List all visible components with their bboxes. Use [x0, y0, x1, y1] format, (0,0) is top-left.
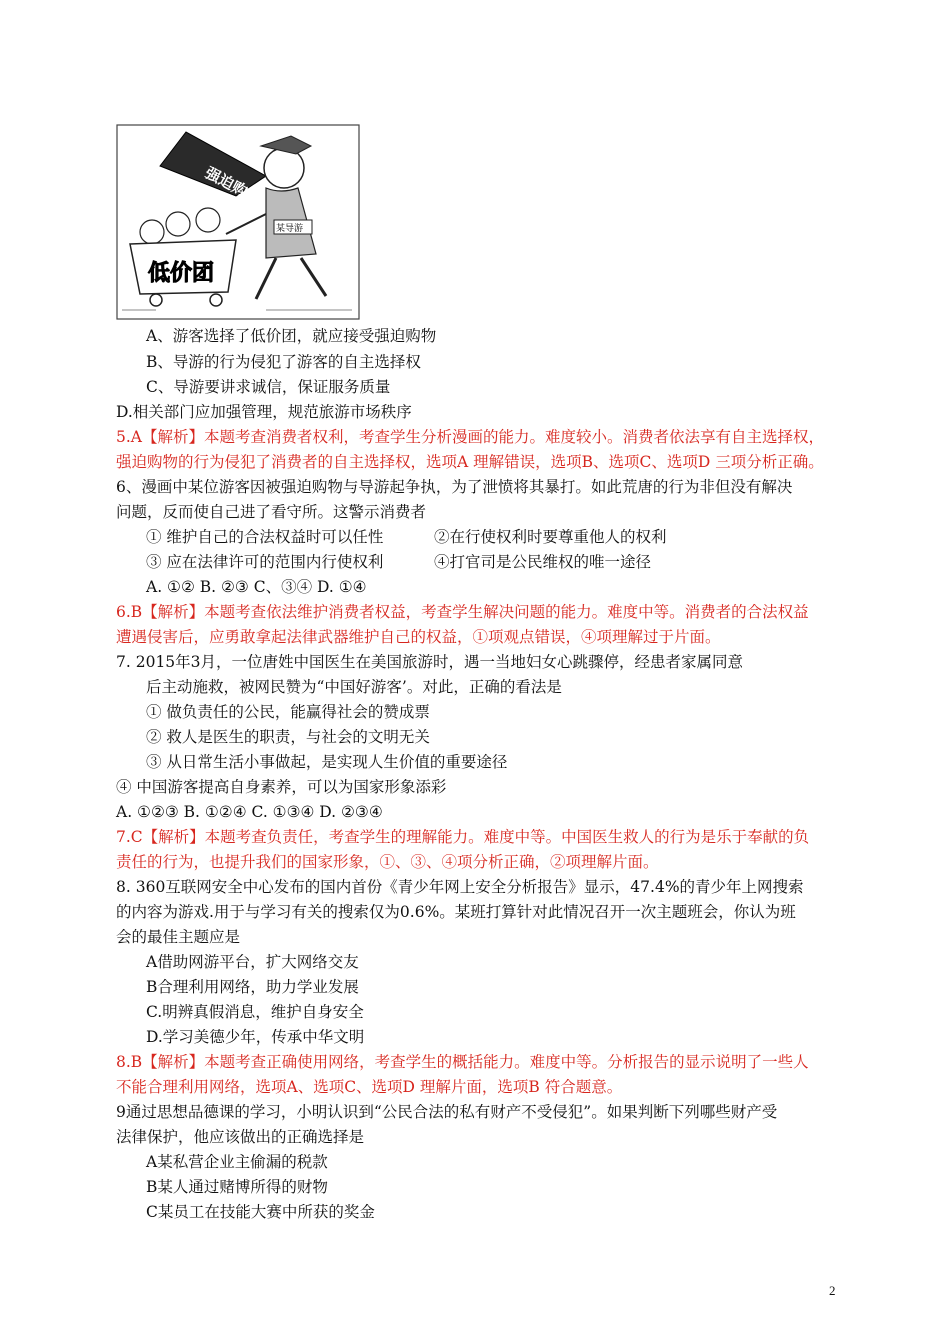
- q9-stem-line-1: 9通过思想品德课的学习，小明认识到“公民合法的私有财产不受侵犯”。如果判断下列哪些财产受: [116, 1103, 778, 1121]
- q9-option-a: A某私营企业主偷漏的税款: [146, 1153, 328, 1171]
- q6-stem-line-1: 6、漫画中某位游客因被强迫购物与导游起争执，为了泄愤将其暴打。如此荒唐的行为非但没有解决: [116, 478, 793, 496]
- cart-label: 低价团: [148, 260, 215, 286]
- q9-stem-line-2: 法律保护，他应该做出的正确选择是: [116, 1128, 365, 1146]
- q6-item-2: ②在行使权利时要尊重他人的权利: [434, 528, 667, 546]
- q6-analysis-line-1: 6.B【解析】本题考查依法维护消费者权益，考查学生解决问题的能力。难度中等。消费者的合法权益: [116, 603, 809, 621]
- q9-option-b: B某人通过赌博所得的财物: [146, 1178, 328, 1196]
- q6-analysis-line-2: 遭遇侵害后，应勇敢拿起法律武器维护自己的权益，①项观点错误，④项理解过于片面。: [116, 628, 721, 646]
- q8-option-a: A借助网游平台，扩大网络交友: [146, 953, 359, 971]
- q7-stem-line-2: 后主动施救，被网民赞为“中国好游客’。对此，正确的看法是: [146, 678, 562, 696]
- q5-option-c: C、导游要讲求诚信，保证服务质量: [146, 378, 391, 396]
- q8-analysis-line-2: 不能合理利用网络，选项A、选项C、选项D 理解片面，选项B 符合题意。: [116, 1078, 623, 1096]
- page-number: 2: [829, 1283, 836, 1298]
- q7-item-3: ③ 从日常生活小事做起，是实现人生价值的重要途径: [146, 753, 508, 771]
- q5-option-b: B、导游的行为侵犯了游客的自主选择权: [146, 353, 421, 371]
- q8-option-d: D.学习美德少年，传承中华文明: [146, 1028, 365, 1046]
- q5-option-a: A、游客选择了低价团，就应接受强迫购物: [146, 327, 437, 345]
- q7-item-4: ④ 中国游客提高自身素养，可以为国家形象添彩: [116, 778, 447, 796]
- q8-stem-line-2: 的内容为游戏.用于与学习有关的搜索仅为0.6%。某班打算针对此情况召开一次主题班会，你认为班: [116, 903, 796, 921]
- q7-stem-line-1: 7. 2015年3月，一位唐姓中国医生在美国旅游时，遇一当地妇女心跳骤停，经患者家属同意: [116, 653, 744, 671]
- q5-option-d: D.相关部门应加强管理，规范旅游市场秩序: [116, 403, 412, 421]
- q7-choices: A. ①②③ B. ①②④ C. ①③④ D. ②③④: [116, 803, 383, 821]
- q7-item-1: ① 做负责任的公民，能赢得社会的赞成票: [146, 703, 430, 721]
- q8-stem-line-1: 8. 360互联网安全中心发布的国内首份《青少年网上安全分析报告》显示，47.4%的青少年上网搜索: [116, 878, 804, 896]
- q7-item-2: ② 救人是医生的职责，与社会的文明无关: [146, 728, 430, 746]
- q6-item-3: ③ 应在法律许可的范围内行使权利: [146, 553, 384, 571]
- guide-label: 某导游: [276, 224, 304, 234]
- q6-item-1: ① 维护自己的合法权益时可以任性: [146, 528, 384, 546]
- cartoon-illustration: [116, 124, 360, 320]
- sign-label: 强迫购物: [202, 163, 264, 208]
- q6-item-4: ④打官司是公民维权的唯一途径: [434, 553, 652, 571]
- q6-choices: A. ①② B. ②③ C、③④ D. ①④: [146, 578, 367, 596]
- q8-option-c: C.明辨真假消息，维护自身安全: [146, 1003, 364, 1021]
- q6-stem-line-2: 问题，反而使自己进了看守所。这警示消费者: [116, 503, 427, 521]
- q5-analysis-line-1: 5.A【解析】本题考查消费者权利，考查学生分析漫画的能力。难度较小。消费者依法享有自主选择权，: [116, 428, 824, 446]
- q8-stem-line-3: 会的最佳主题应是: [116, 928, 241, 946]
- q7-analysis-line-2: 责任的行为，也提升我们的国家形象，①、③、④项分析正确，②项理解片面。: [116, 853, 659, 871]
- q8-analysis-line-1: 8.B【解析】本题考查正确使用网络，考查学生的概括能力。难度中等。分析报告的显示说明了一些人: [116, 1053, 809, 1071]
- q9-option-c: C某员工在技能大赛中所获的奖金: [146, 1203, 375, 1221]
- q5-analysis-line-2: 强迫购物的行为侵犯了消费者的自主选择权，选项A 理解错误，选项B、选项C、选项D 三项分析正确。: [116, 453, 824, 471]
- q7-analysis-line-1: 7.C【解析】本题考查负责任，考查学生的理解能力。难度中等。中国医生救人的行为是乐于奉献的负: [116, 828, 810, 846]
- q8-option-b: B合理利用网络，助力学业发展: [146, 978, 359, 996]
